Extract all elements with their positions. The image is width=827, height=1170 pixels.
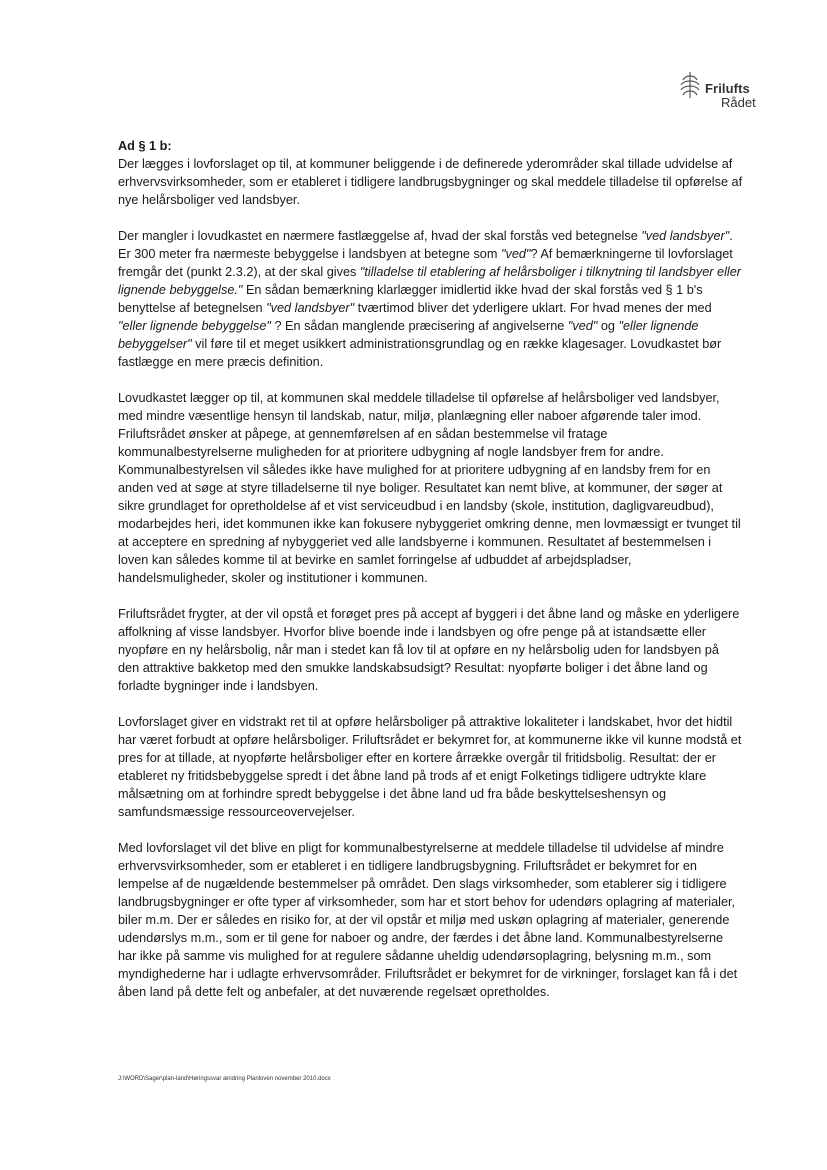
text-run: En sådan bemærkning klarlægger imidlertid ikke hvad der skal forstås ved § 1 b's benyttelse af betegnelsen: [118, 283, 703, 315]
text-run: Friluftsrådet frygter, at der vil opstå et forøget pres på accept af byggeri i det åbne land og måske en yderligere affolkning af visse landsbyer. Hvorfor blive boende inde i landsbyen og ofre penge på at istandsætte eller nyopføre en ny helårsbolig, når man i stedet kan få lov til at opføre en ny helårsbolig uden for landsbyen på den attraktive bakketop med den smukke landskabsudsigt? Resultat: nyopførte boliger i det åbne land og forladte bygninger inde i landsbyen.: [118, 607, 740, 693]
italic-text-run: "ved": [567, 319, 598, 333]
text-run: Lovforslaget giver en vidstrakt ret til at opføre helårsboliger på attraktive lokaliteter i landskabet, hvor det hidtil har været forbudt at opføre helårsboliger. Friluftsrådet er bekymret for, at kommunerne ikke vil kunne modstå et pres for at tillade, at nyopførte helårsboliger efter en kortere årrække overgår til fritidsbolig. Resultat: der er etableret ny fritidsbebyggelse spredt i det åbne land på trods af et enigt Folketings tidligere udtrykte klare målsætning om at forhindre spredt bebyggelse i det åbne land ud fra både beskyttelseshensyn og samfundsmæssige ressourceovervejelser.: [118, 715, 742, 819]
paragraph: [118, 227, 743, 371]
text-run: og: [597, 319, 619, 333]
text-run: Med lovforslaget vil det blive en pligt for kommunalbestyrelserne at meddele tilladelse til udvidelse af mindre erhvervsvirksomheder, som er etableret i en tidligere landbrugsbygning. Friluftsrådet er bekymret for en lempelse af de nugældende bestemmelser på området. Den slags virksomheder, som etablerer sig i tidligere landbrugsbygninger er ofte typer af virksomheder, som har et stort behov for udendørs oplagring af materialer, biler m.m. Der er således en risiko for, at der vil opstår et miljø med uskøn oplagring af materialer, generende udendørslys m.m., som er til gene for naboer og andre, der færdes i det åbne land. Kommunalbestyrelserne har ikke på samme vis mulighed for at regulere sådanne uheldig udendørsoplagring, belysning m.m., som myndighederne har i udlagte erhvervsområder. Friluftsrådet er bekymret for de virkninger, forslaget kan få i det åben land på dette felt og anbefaler, at det nuværende regelsæt opretholdes.: [118, 841, 738, 999]
text-run: . Er 300 meter fra nærmeste bebyggelse i landsbyen at betegne som: [118, 229, 733, 261]
paragraph: [118, 839, 743, 1001]
italic-text-run: "ved landsbyer": [641, 229, 730, 243]
paragraph: [118, 713, 743, 821]
text-run: Der mangler i lovudkastet en nærmere fastlæggelse af, hvad der skal forstås ved betegnelse: [118, 229, 642, 243]
italic-text-run: "ved landsbyer": [266, 301, 355, 315]
italic-text-run: "eller lignende bebyggelse": [118, 319, 271, 333]
text-run: vil føre til et meget usikkert administrationsgrundlag og en række klagesager. Lovudkastet bør fastlægge en mere præcis definition.: [118, 337, 722, 369]
italic-text-run: "ved": [500, 247, 531, 261]
italic-text-run: "tilladelse til etablering af helårsboliger i tilknytning til landsbyer eller lignende bebyggelse.": [118, 265, 741, 297]
text-run: ? En sådan manglende præcisering af angivelserne: [270, 319, 568, 333]
paragraph: [118, 155, 743, 209]
paragraphs: [118, 155, 743, 1001]
logo-text-line2: Rådet: [721, 95, 756, 110]
text-run: Lovudkastet lægger op til, at kommunen skal meddele tilladelse til opførelse af helårsboliger ved landsbyer, med mindre væsentlige hensyn til landskab, natur, miljø, planlægning eller naboer afgørende taler imod. Friluftsrådet ønsker at påpege, at gennemførelsen af en sådan bestemmelse vil fratage kommunalbestyrelserne muligheden for at prioritere udbygning af nogle landsbyer frem for andre. Kommunalbestyrelsen vil således ikke have mulighed for at prioritere udbygning af en landsby frem for en anden ved at søge at styre tilladelserne til nye boliger. Resultatet kan nemt blive, at kommuner, der søger at sikre grundlaget for opretholdelse af et vist serviceudbud i en landsby (skole, institution, dagligvareudbud), modarbejdes heri, idet kommunen ikke kan fokusere nybyggeriet omkring denne, men lovmæssigt er tvunget til at acceptere en spredning af nybyggeriet ved alle landsbyerne i kommunen. Resultatet af bestemmelsen i loven kan således komme til at bevirke en samlet forringelse af udbuddet af arbejdspladser, handelsmuligheder, skoler og institutioner i kommunen.: [118, 391, 741, 585]
leaf-icon: [678, 70, 702, 102]
paragraph: [118, 605, 743, 695]
section-heading: Ad § 1 b:: [118, 139, 172, 153]
logo-text-line1: Frilufts: [705, 81, 750, 96]
italic-text-run: "eller lignende bebyggelser": [118, 319, 699, 351]
file-path-footer: J:\WORD\Sager\plan-land\Høringssvar ændring Planloven november 2010.docx: [118, 1076, 331, 1082]
letter-body: [118, 137, 743, 1019]
text-run: ? Af bemærkningerne til lovforslaget fremgår det (punkt 2.3.2), at der skal gives: [118, 247, 733, 279]
text-run: tværtimod bliver det yderligere uklart. For hvad menes der med: [354, 301, 712, 315]
text-run: Der lægges i lovforslaget op til, at kommuner beliggende i de definerede yderområder skal tillade udvidelse af erhvervsvirksomheder, som er etableret i tidligere landbrugsbygninger og skal meddele tilladelse til opførelse af nye helårsboliger ved landsbyer.: [118, 157, 743, 207]
paragraph: [118, 389, 743, 587]
friluftsraadet-logo: [678, 70, 778, 118]
